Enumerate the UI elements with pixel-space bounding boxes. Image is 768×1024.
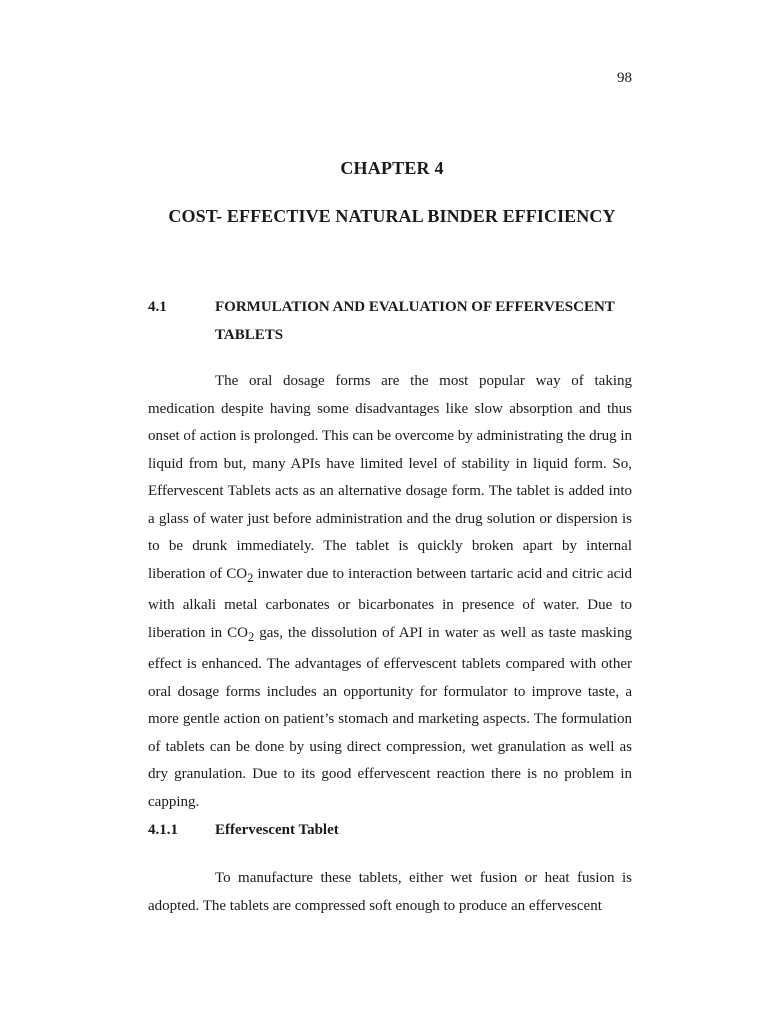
section-number: 4.1	[148, 299, 167, 315]
section-number: 4.1.1	[148, 822, 178, 838]
section-title: FORMULATION AND EVALUATION OF EFFERVESCENT TABLETS	[215, 299, 615, 343]
section-title: Effervescent Tablet	[215, 822, 339, 838]
chapter-title: COST- EFFECTIVE NATURAL BINDER EFFICIENCY	[168, 206, 616, 226]
paragraph-text: inwater due to interaction between tartaric acid and citric acid with alkali metal carbonates or bicarbonates in presence of water. Due to liberation in CO	[148, 565, 632, 641]
paragraph-text: The oral dosage forms are the most popular way of taking medication despite having some disadvantages like slow absorption and thus onset of action is prolonged. This can be overcome by administrating the drug in liquid from but, many APIs have limited level of stability in liquid form. So, Effervescent Tablets acts as an alternative dosage form. The tablet is added into a glass of water just before administration and the drug solution or dispersion is to be drunk immediately. The tablet is quickly broken apart by internal liberation of CO	[148, 373, 632, 582]
paragraph-text: gas, the dissolution of API in water as well as taste masking effect is enhanced. The advantages of effervescent tablets compared with other oral dosage forms includes an opportunity for formulator to improve taste, a more gentle action on patient’s stomach and marketing aspects. The formulation of tablets can be done by using direct compression, wet granulation as well as dry granulation. Due to its good effervescent reaction there is no problem in capping.	[148, 624, 632, 810]
subscript: 2	[247, 629, 255, 644]
body-paragraph-2: To manufacture these tablets, either wet fusion or heat fusion is adopted. The tablets are compressed soft enough to produce an effervescent	[148, 870, 632, 914]
subscript: 2	[247, 570, 254, 585]
chapter-label: CHAPTER 4	[340, 158, 444, 178]
body-paragraph-1	[148, 368, 632, 816]
page-number: 98	[617, 70, 632, 86]
